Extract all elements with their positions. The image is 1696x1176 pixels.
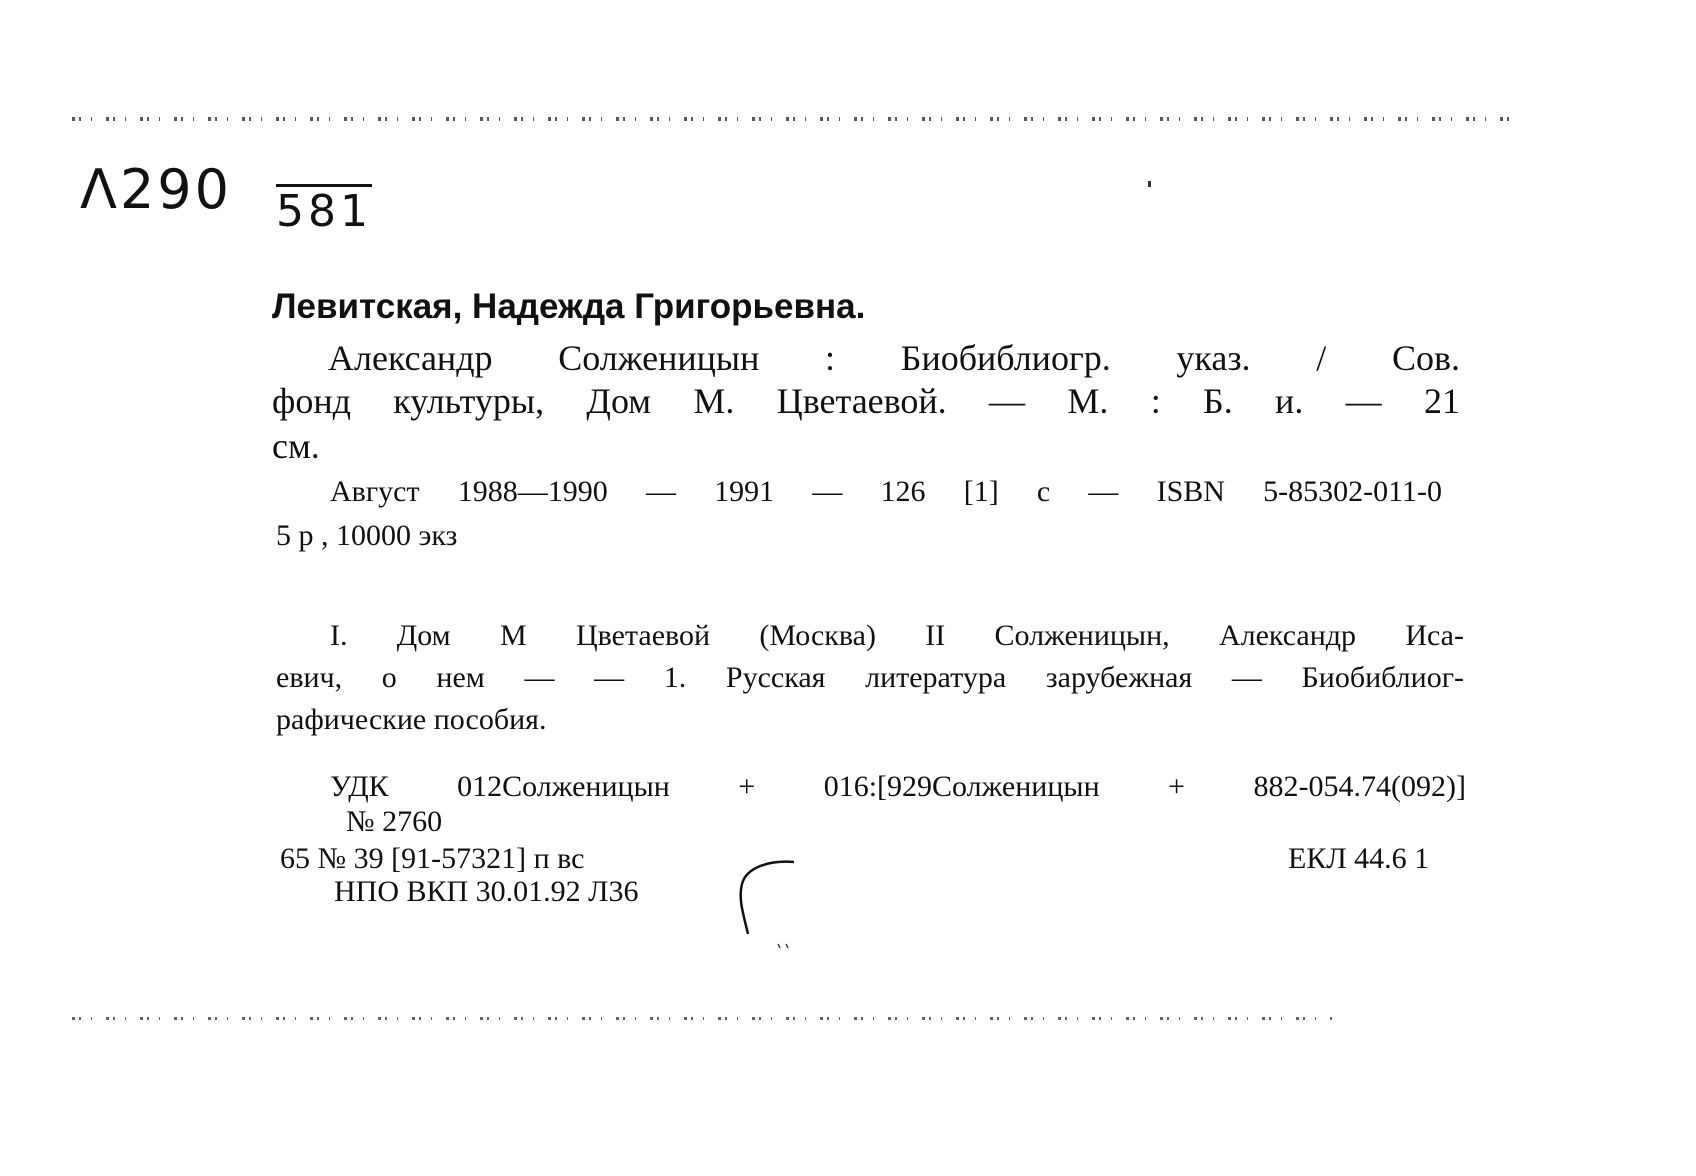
- order-line: 65 № 39 [91-57321] п вс: [280, 842, 585, 875]
- issue-line: Август 1988—1990 — 1991 — 126 [1] с — ISBN 5-85302-011-0: [330, 475, 1442, 508]
- record-number: № 2760: [346, 805, 443, 838]
- price-line: 5 р , 10000 экз: [276, 519, 458, 552]
- shelfmark-fraction: 581: [276, 186, 372, 237]
- ekl-code: ЕКЛ 44.6 1: [1288, 842, 1430, 875]
- udk-line: УДК 012Солженицын + 016:[929Солженицын + 882-054.74(092)]: [330, 770, 1466, 803]
- title-line-1: Александр Солженицын : Биобиблиогр. указ. / Сов.: [328, 338, 1460, 378]
- scan-artifact-top: [72, 117, 1512, 121]
- subject-line-2: евич, о нем — — 1. Русская литература зарубежная — Биобиблиог-: [276, 661, 1464, 694]
- shelfmark: [80, 158, 400, 248]
- scan-speck: [1148, 181, 1151, 187]
- title-line-3: см.: [272, 426, 320, 466]
- subject-line-3: рафические пособия.: [276, 703, 547, 736]
- pencil-mark-icon: [728, 848, 808, 948]
- subject-line-1: I. Дом М Цветаевой (Москва) II Солженицын, Александр Иса-: [330, 619, 1464, 652]
- npo-line: НПО ВКП 30.01.92 Л36: [334, 875, 639, 908]
- shelfmark-main: Λ290: [80, 158, 233, 221]
- author-heading: Левитская, Надежда Григорьевна.: [272, 287, 866, 326]
- title-line-2: фонд культуры, Дом М. Цветаевой. — М. : Б. и. — 21: [272, 381, 1460, 421]
- scan-artifact-bottom: [72, 1017, 1332, 1020]
